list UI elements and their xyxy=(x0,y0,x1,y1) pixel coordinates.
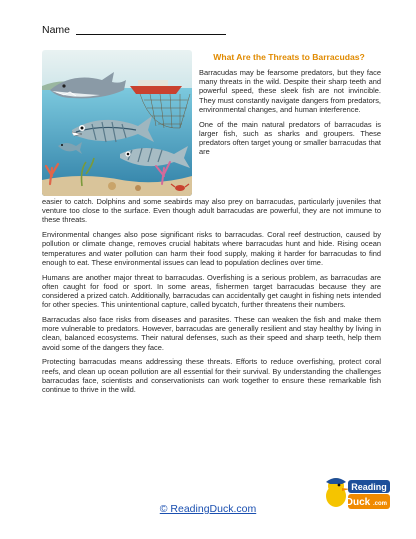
intro-text xyxy=(199,68,381,156)
paragraph: Barracudas may be fearsome predators, but they face many threats in the wild. Despite their sharp teeth and powerful speed, these sleek fish are not invincible. They must constantly navigate dangers from predators, environmental changes, and human interference. xyxy=(199,68,381,114)
duck-logo-icon xyxy=(322,472,392,522)
readingduck-logo xyxy=(322,472,392,522)
ocean-scene-image xyxy=(42,50,192,196)
name-blank-line[interactable] xyxy=(76,34,226,35)
paragraph: Protecting barracudas means addressing these threats. Efforts to reduce overfishing, protect coral reefs, and clean up ocean pollution are all essential for their survival. By understanding the challenges barracudas face, scientists and conservationists can work together to ensure these remarkable fish continue to thrive in the wild. xyxy=(42,357,381,395)
footer-link[interactable]: © ReadingDuck.com xyxy=(159,503,257,515)
article-body xyxy=(42,197,381,400)
logo-text-line1: Reading xyxy=(351,482,387,492)
paragraph: One of the main natural predators of barracudas is larger fish, such as sharks and groupers. These predators often target young or smaller barracudas that are xyxy=(199,119,381,157)
article-title: What Are the Threats to Barracudas? xyxy=(213,52,365,62)
paragraph: Barracudas also face risks from diseases and parasites. These can weaken the fish and make them more vulnerable to predators. However, barracudas are generally resilient and stay healthy by living in clean, balanced ecosystems. Their natural defenses, such as their speed and sharp teeth, help them avoid some of the dangers they face. xyxy=(42,315,381,352)
logo-text-suffix: .com xyxy=(372,501,388,507)
paragraph: easier to catch. Dolphins and some seabirds may also prey on barracudas, particularly juveniles that venture too close to the surface. Even though adult barracudas are powerful, they are not immune to these threats. xyxy=(42,197,381,225)
logo-text-line2: Duck xyxy=(345,497,371,508)
paragraph: Humans are another major threat to barracudas. Overfishing is a serious problem, as barracudas are often caught for food or sport. In some areas, fishermen target barracudas because they are considered a prized catch. Additionally, barracudas can accidentally get caught in fishing nets intended for other species. This unintentional capture, called bycatch, further threatens their numbers. xyxy=(42,272,381,310)
name-label: Name xyxy=(42,24,71,36)
barracuda-illustration xyxy=(42,50,192,196)
paragraph: Environmental changes also pose significant risks to barracudas. Coral reef destruction, caused by pollution or climate change, removes crucial habitats where barracudas hunt and hide. Rising ocean temperatures and water pollution can harm their food supply, making it harder for barracudas to find enough to eat. These environmental issues can lead to population declines over time. xyxy=(42,230,381,267)
name-field-row xyxy=(42,24,226,36)
